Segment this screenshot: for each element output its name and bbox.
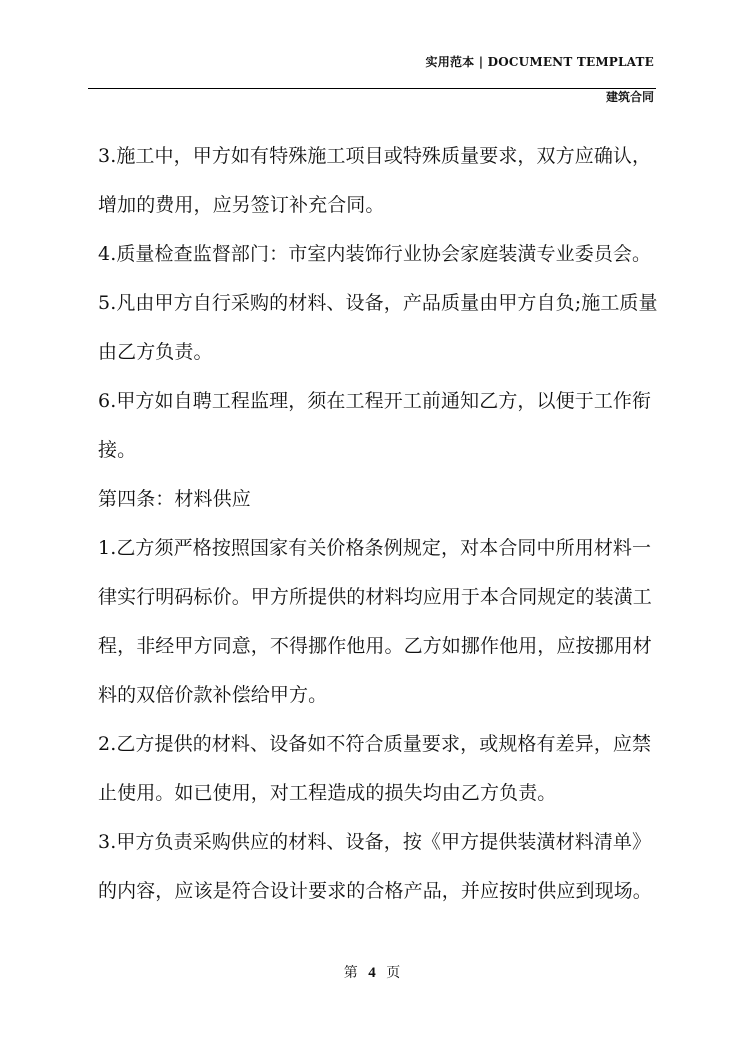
page-header (88, 50, 656, 104)
body-line: 1.乙方须严格按照国家有关价格条例规定，对本合同中所用材料一 (98, 537, 652, 559)
page-number: 4 (368, 965, 376, 981)
page-footer (0, 962, 744, 982)
body-line: 由乙方负责。 (98, 341, 213, 363)
body-line: 2.乙方提供的材料、设备如不符合质量要求，或规格有差异，应禁 (98, 733, 652, 755)
body-line: 5.凡由甲方自行采购的材料、设备，产品质量由甲方自负;施工质量 (98, 292, 658, 314)
body-line: 3.施工中，甲方如有特殊施工项目或特殊质量要求，双方应确认， (98, 145, 652, 167)
body-line: 6.甲方如自聘工程监理，须在工程开工前通知乙方，以便于工作衔 (98, 390, 652, 412)
body-line: 律实行明码标价。甲方所提供的材料均应用于本合同规定的装潢工 (98, 586, 652, 608)
document-body (98, 138, 664, 922)
body-line: 止使用。如已使用，对工程造成的损失均由乙方负责。 (98, 782, 557, 804)
section-heading: 第四条：材料供应 (98, 488, 251, 510)
body-line: 3.甲方负责采购供应的材料、设备，按《甲方提供装潢材料清单》 (98, 831, 652, 853)
page-suffix: 页 (386, 965, 401, 981)
body-line: 接。 (98, 439, 137, 461)
body-line: 增加的费用，应另签订补充合同。 (98, 194, 385, 216)
header-subtitle: 建筑合同 (605, 90, 654, 104)
body-line: 的内容，应该是符合设计要求的合格产品，并应按时供应到现场。 (98, 880, 652, 902)
body-line: 料的双倍价款补偿给甲方。 (98, 684, 328, 706)
page-prefix: 第 (343, 965, 358, 981)
body-line: 4.质量检查监督部门：市室内装饰行业协会家庭装潢专业委员会。 (98, 243, 652, 265)
body-line: 程，非经甲方同意，不得挪作他用。乙方如挪作他用，应按挪用材 (98, 635, 652, 657)
header-title: 实用范本 | DOCUMENT TEMPLATE (425, 55, 654, 69)
